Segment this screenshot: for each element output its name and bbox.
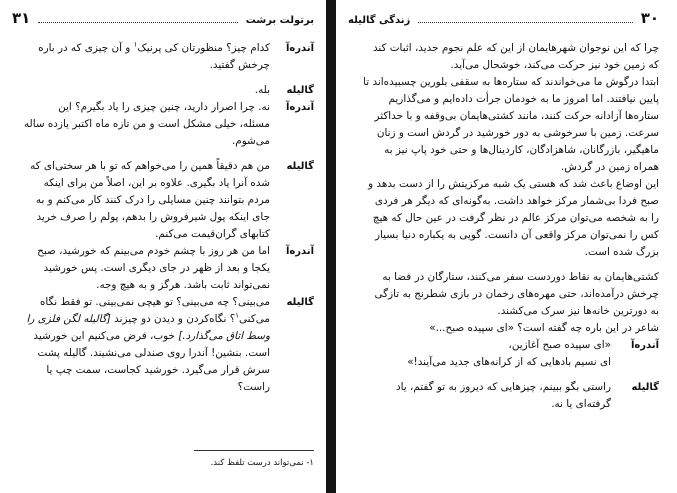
text-line: وسط اتاق می‌گذارد.] خوب، فرض می‌کنیم این خورشید: [33, 330, 270, 342]
text-line: چرخش درآمده‌اند، حتی مهره‌های رخمان در بازی شطرنج به تازگی: [374, 288, 659, 300]
speaker-name: آندره‌آ: [630, 340, 659, 351]
speaker-name: گالیله: [286, 85, 314, 96]
paragraph: [348, 74, 659, 176]
footnote-marker: ۱: [133, 40, 138, 49]
text-line: کشتی‌هایمان به نقاط دوردست سفر می‌کنند، ستارگان در فضا به: [382, 271, 659, 283]
speech-text: [14, 40, 270, 74]
text-line: کتابهای گران‌قیمت می‌کنم.: [155, 228, 270, 240]
speaker-name: آندره‌آ: [285, 246, 314, 257]
text-line: گرفته‌ای یا نه.: [551, 398, 611, 410]
text-line: ابتدا درگوش ما می‌خواندند که ستاره‌ها به سقفی بلورین چسبیده‌اند تا: [363, 76, 659, 88]
right-header-title: زندگی گالیله: [348, 15, 411, 26]
text-line: صبح فردا بی‌شمار مرکز خواهد داشت. به‌گونه‌ای که دیگر هر فردی: [374, 195, 659, 207]
text-line: مسئله، خیلی مشکل است و من تازه ماه اکتبر یازده ساله: [23, 118, 270, 130]
text-line: من هم دقیقاً همین را می‌خواهم که تو با هر سختی‌ای که: [30, 160, 270, 172]
speech-text: [14, 99, 270, 150]
dialogue-block: [14, 40, 314, 74]
text-line: می‌بینی؟ چه می‌بینی؟ تو هیچی نمی‌بینی. تو فقط نگاه: [39, 296, 270, 308]
text-line: ستاره‌ها آزادانه حرکت کنند، مانند کشتی‌هایمان بی‌وقفه و با حداکثر: [374, 110, 659, 122]
text-line: نه. چرا اصرار دارید، چنین چیزی را یاد بگیرم؟ این: [58, 101, 270, 113]
paragraph: [348, 176, 659, 261]
text-line: مردم بتوانند چنین مسایلی را درک کنند کار می‌کنم و به: [35, 194, 270, 206]
dialogue-block: [14, 158, 314, 243]
book-gutter: [326, 0, 336, 493]
text-line: که زمین خود نیز حرکت می‌کند، خوشحال می‌آید.: [450, 59, 659, 71]
text-line: چرا که این نوجوان شهرهایمان از این که علم نجوم جدید، اثبات کند: [372, 42, 659, 54]
right-page: [336, 0, 677, 493]
text-line: شده آنرا یاد بگیری. علاوه بر این، اصلاً من برای اینکه: [43, 177, 270, 189]
text-line: نمی‌تواند ثابت باشد. هرگز و به هیچ وجه.: [96, 279, 270, 291]
speech-text: [14, 243, 270, 294]
left-page: [0, 0, 328, 493]
text-line: این اوضاع باعث شد که هستی یک شبه مرکزیتش را از دست بدهد و: [368, 178, 659, 190]
dialogue-block: [348, 379, 659, 413]
text-line: جای اینکه پول شیرفروش را بدهم، پولم را صرف خرید: [36, 211, 270, 223]
right-page-header: [348, 9, 659, 27]
text-line: است. بنشین! آندرا روی صندلی می‌نشیند. گالیله پشت: [37, 347, 270, 359]
text-line: بزرگ شده است.: [584, 246, 659, 258]
left-page-body: [14, 40, 314, 396]
text-line: سرعت. زمین با سرخوشی به دور خورشید در گردش است و زنان: [376, 127, 659, 139]
speech-text: [14, 82, 270, 99]
speech-text: [348, 379, 611, 413]
speech-text: [14, 294, 270, 396]
dialogue-block: [14, 243, 314, 294]
text-line: می‌کنی$^۱$؟ نگاه‌کردن و دیدن دو چیزند [گالیله لگن فلزی را: [26, 311, 270, 325]
verse-line: ای نسیم بادهایی که از کرانه‌های جدید می‌آیند!»: [407, 356, 611, 368]
header-dot-leader: [418, 22, 632, 23]
speech-text: [14, 158, 270, 243]
text-line: کس را نمی‌توان مرکز واقعی آن دانست. گویی به یکباره دنیا بسیار: [374, 229, 659, 241]
text-line: یکجا و بعد از ظهر در جای دیگری است. پس خورشید: [43, 262, 270, 274]
text-line: کدام چیز؟ منظورتان کی پرنیک$^۱$ و آن چیزی که در باره: [38, 40, 270, 54]
text-line: اما من هر روز با چشم خودم می‌بینم که خورشید، صبح: [37, 245, 270, 257]
header-dot-leader: [38, 22, 237, 23]
left-header-title: برتولت برشت: [245, 15, 314, 26]
left-page-number: ۳۱: [12, 9, 31, 27]
dialogue-block: [14, 82, 314, 99]
right-page-body: [348, 40, 659, 413]
text-line: راست؟: [237, 381, 270, 393]
text-line: راستی بگو ببینم، چیزهایی که دیروز به تو گفتم، یاد: [395, 381, 611, 393]
text-line: ماهیگیر، بازرگانان، شاهزادگان، کاردینال‌ها و حتی خود پاپ نیز به: [384, 144, 659, 156]
text-line: می‌شوم.: [231, 135, 270, 147]
footnote: ۱- نمی‌تواند درست تلفظ کند.: [210, 458, 314, 468]
footnote-divider: [194, 450, 314, 451]
text-line: چرخش گفتید.: [209, 59, 270, 71]
text-line: را به شخصه می‌توان مرکز عالم در نظر گرفت در عین حال که هیچ: [372, 212, 659, 224]
text-line: بله.: [254, 84, 270, 96]
speaker-name: گالیله: [286, 297, 314, 308]
text-line: به دورترین خانه‌ها نیز سرک می‌کشند.: [497, 305, 659, 317]
text-line: شاعر در این باره چه گفته است؟ «ای سپیده صبح...»: [429, 322, 659, 334]
verse-line: «ای سپیده صبح آغازین،: [508, 339, 611, 351]
right-page-number: ۳۰: [640, 9, 659, 27]
left-page-header: [12, 9, 314, 27]
stage-direction: وسط اتاق می‌گذارد.]: [178, 330, 270, 342]
paragraph: [348, 269, 659, 337]
speaker-name: گالیله: [286, 161, 314, 172]
stage-direction: [گالیله لگن فلزی را: [26, 313, 111, 325]
speaker-name: آندره‌آ: [285, 102, 314, 113]
verse-text: [348, 337, 611, 371]
text-line: همراه زمین در گردش.: [560, 161, 659, 173]
text-line: سرش قرار می‌گیرد. خورشید کجاست، سمت چپ یا: [46, 364, 270, 376]
text-line: پایین نیافتند. اما امروز ما به خودمان جرأت داده‌ایم و می‌گذاریم: [388, 93, 659, 105]
paragraph: [348, 40, 659, 74]
speaker-name: آندره‌آ: [285, 43, 314, 54]
dialogue-block: [348, 337, 659, 371]
footnote-marker: ۱: [235, 311, 240, 320]
speaker-name: گالیله: [631, 382, 659, 393]
dialogue-block: [14, 99, 314, 150]
dialogue-block: [14, 294, 314, 396]
